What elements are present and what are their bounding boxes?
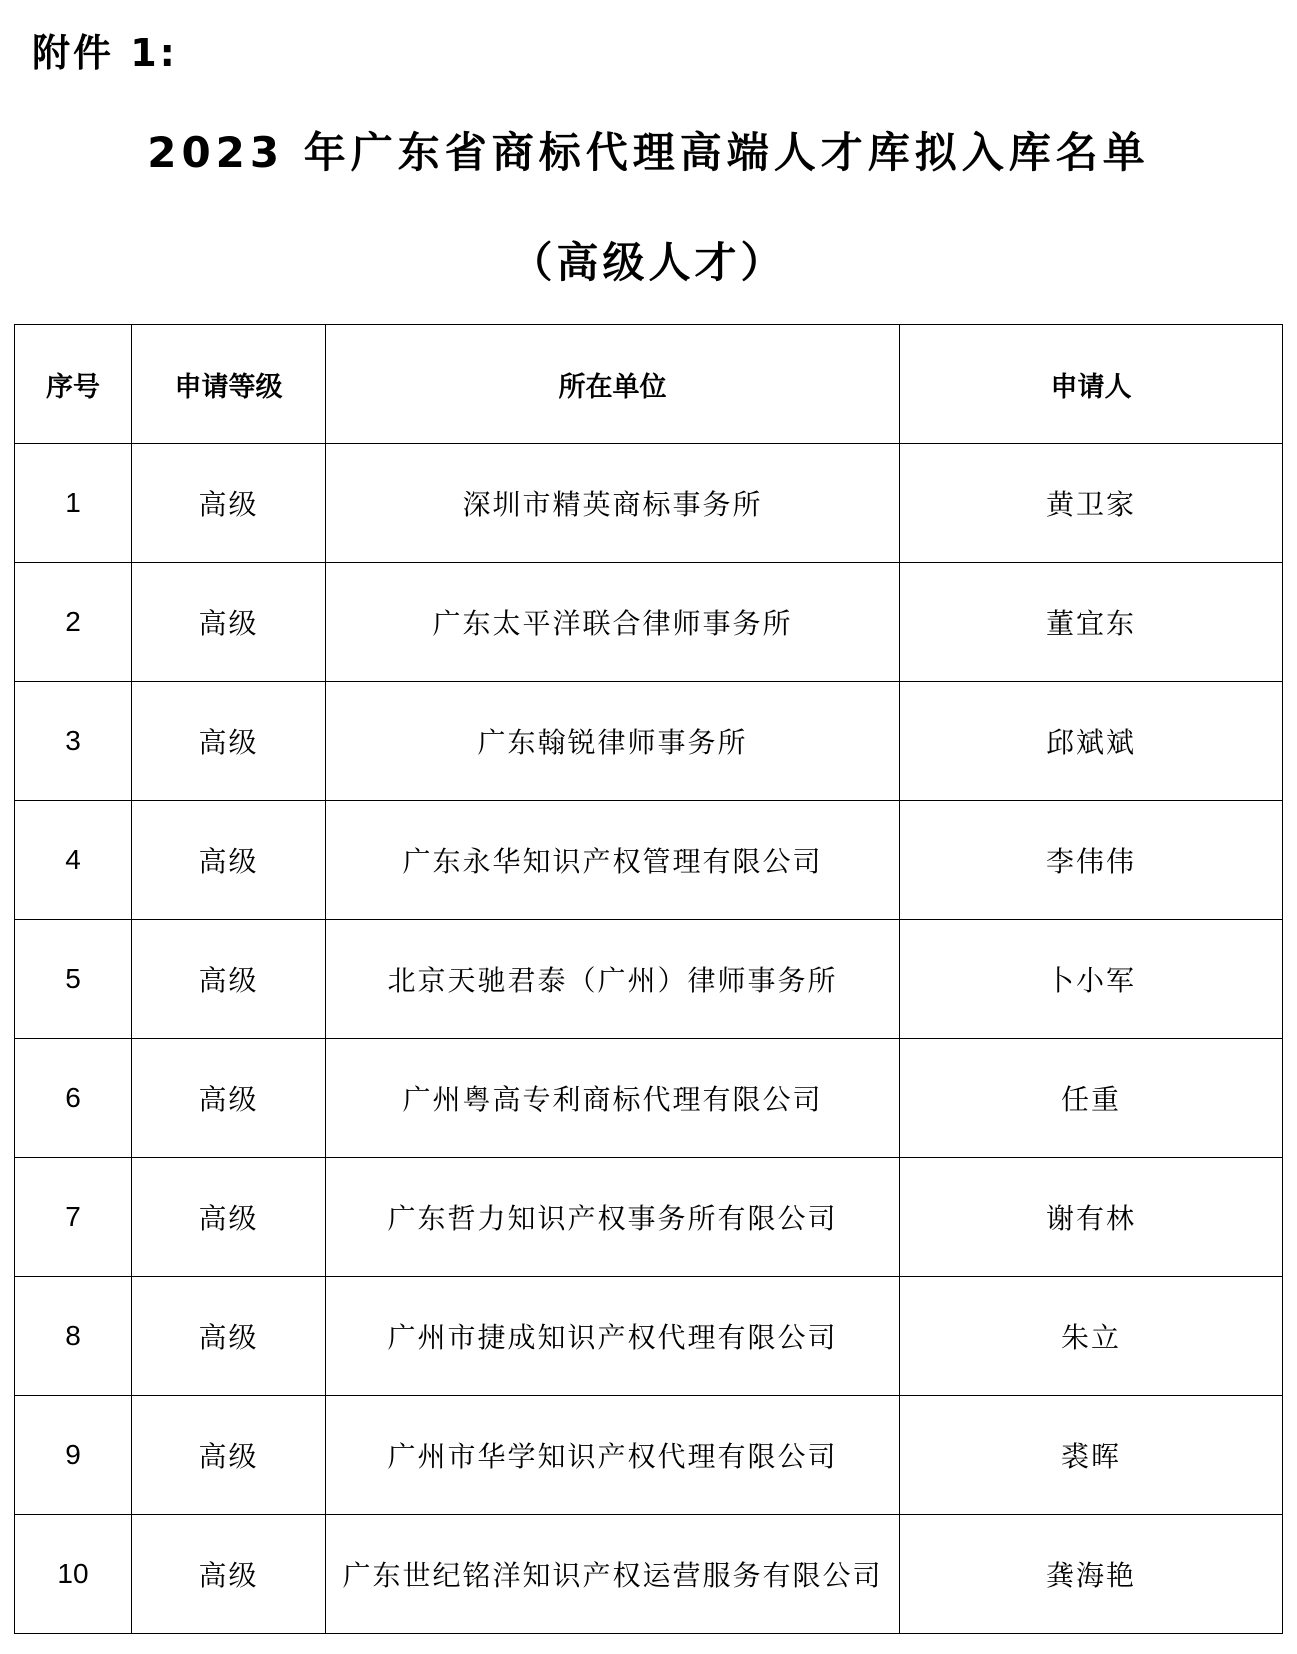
table-row [15,1396,1283,1515]
row-organization: 广东哲力知识产权事务所有限公司 [326,1158,900,1277]
table-header-row [15,325,1283,444]
row-organization: 广州粤高专利商标代理有限公司 [326,1039,900,1158]
row-level: 高级 [132,682,326,801]
document-subtitle: （高级人才） [510,238,787,287]
row-applicant: 李伟伟 [900,801,1283,920]
header-index: 序号 [15,325,132,444]
row-index: 1 [15,444,132,563]
row-index: 4 [15,801,132,920]
row-level: 高级 [132,1158,326,1277]
row-index: 10 [15,1515,132,1634]
header-organization: 所在单位 [326,325,900,444]
row-index: 2 [15,563,132,682]
row-organization: 广东永华知识产权管理有限公司 [326,801,900,920]
row-applicant: 裘晖 [900,1396,1283,1515]
row-applicant: 谢有林 [900,1158,1283,1277]
row-index: 8 [15,1277,132,1396]
row-applicant: 卜小军 [900,920,1283,1039]
row-level: 高级 [132,920,326,1039]
row-level: 高级 [132,801,326,920]
table-row [15,1277,1283,1396]
row-applicant: 黄卫家 [900,444,1283,563]
row-level: 高级 [132,1039,326,1158]
table-row [15,682,1283,801]
row-level: 高级 [132,1396,326,1515]
table-row [15,801,1283,920]
talent-roster-table [14,324,1283,1634]
row-level: 高级 [132,1277,326,1396]
row-applicant: 任重 [900,1039,1283,1158]
row-index: 9 [15,1396,132,1515]
table-row [15,444,1283,563]
row-organization: 广州市捷成知识产权代理有限公司 [326,1277,900,1396]
document-title: 2023 年广东省商标代理高端人才库拟入库名单 [147,128,1150,177]
row-applicant: 邱斌斌 [900,682,1283,801]
row-level: 高级 [132,444,326,563]
row-organization: 广东翰锐律师事务所 [326,682,900,801]
row-organization: 北京天驰君泰（广州）律师事务所 [326,920,900,1039]
row-applicant: 董宜东 [900,563,1283,682]
attachment-label: 附件 1: [32,31,178,75]
row-organization: 广东世纪铭洋知识产权运营服务有限公司 [326,1515,900,1634]
header-level: 申请等级 [132,325,326,444]
header-applicant: 申请人 [900,325,1283,444]
row-index: 3 [15,682,132,801]
row-applicant: 朱立 [900,1277,1283,1396]
row-level: 高级 [132,1515,326,1634]
table-row [15,563,1283,682]
table-row [15,1039,1283,1158]
row-organization: 广东太平洋联合律师事务所 [326,563,900,682]
row-organization: 广州市华学知识产权代理有限公司 [326,1396,900,1515]
row-organization: 深圳市精英商标事务所 [326,444,900,563]
row-level: 高级 [132,563,326,682]
table-row [15,1515,1283,1634]
table-row [15,1158,1283,1277]
row-index: 5 [15,920,132,1039]
row-applicant: 龚海艳 [900,1515,1283,1634]
row-index: 7 [15,1158,132,1277]
table-row [15,920,1283,1039]
row-index: 6 [15,1039,132,1158]
